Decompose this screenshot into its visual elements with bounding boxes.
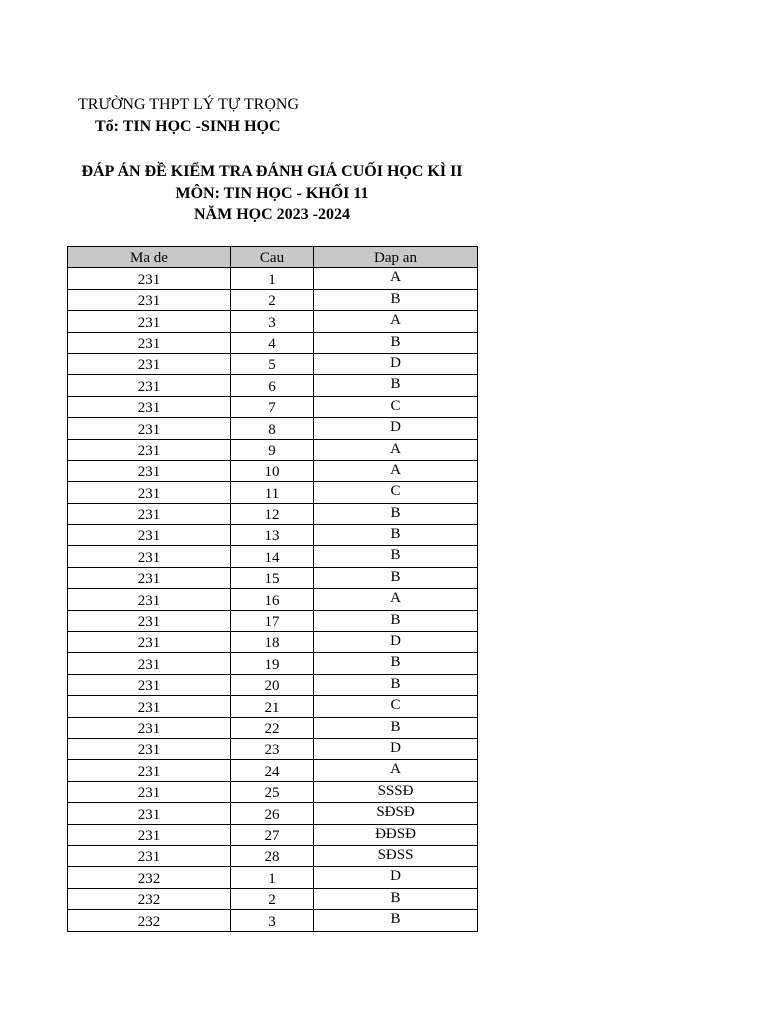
- answer-cell: A: [314, 460, 478, 481]
- exam-code-cell: 231: [68, 824, 231, 845]
- column-header-cau: Cau: [231, 247, 314, 268]
- exam-code-cell: 231: [68, 460, 231, 481]
- question-number-cell: 20: [231, 674, 314, 695]
- school-name: TRƯỜNG THPT LÝ TỰ TRỌNG: [78, 96, 299, 113]
- exam-code-cell: 231: [68, 439, 231, 460]
- exam-code-cell: 231: [68, 738, 231, 759]
- exam-code-cell: 231: [68, 696, 231, 717]
- answer-cell: ĐĐSĐ: [314, 824, 478, 845]
- answer-cell: B: [314, 503, 478, 524]
- exam-code-cell: 231: [68, 311, 231, 332]
- answer-cell: C: [314, 696, 478, 717]
- answer-cell: B: [314, 567, 478, 588]
- exam-code-cell: 231: [68, 482, 231, 503]
- question-number-cell: 8: [231, 418, 314, 439]
- exam-code-cell: 231: [68, 760, 231, 781]
- exam-code-cell: 231: [68, 803, 231, 824]
- answer-cell: B: [314, 546, 478, 567]
- answer-cell: B: [314, 910, 478, 931]
- table-row: [68, 610, 478, 631]
- answer-cell: B: [314, 525, 478, 546]
- answer-cell: B: [314, 888, 478, 909]
- table-row: [68, 845, 478, 866]
- table-row: [68, 674, 478, 695]
- answer-cell: B: [314, 717, 478, 738]
- exam-code-cell: 231: [68, 396, 231, 417]
- answer-cell: B: [314, 674, 478, 695]
- exam-code-cell: 231: [68, 589, 231, 610]
- table-row: [68, 525, 478, 546]
- exam-code-cell: 231: [68, 781, 231, 802]
- exam-code-cell: 231: [68, 289, 231, 310]
- exam-code-cell: 231: [68, 268, 231, 289]
- question-number-cell: 5: [231, 353, 314, 374]
- table-header-row: [68, 247, 478, 268]
- question-number-cell: 2: [231, 888, 314, 909]
- table-row: [68, 311, 478, 332]
- answer-cell: A: [314, 311, 478, 332]
- answer-cell: A: [314, 268, 478, 289]
- table-row: [68, 738, 478, 759]
- answer-cell: D: [314, 353, 478, 374]
- question-number-cell: 22: [231, 717, 314, 738]
- table-row: [68, 482, 478, 503]
- exam-code-cell: 231: [68, 375, 231, 396]
- exam-code-cell: 231: [68, 653, 231, 674]
- question-number-cell: 4: [231, 332, 314, 353]
- table-row: [68, 824, 478, 845]
- table-row: [68, 503, 478, 524]
- answer-cell: B: [314, 375, 478, 396]
- question-number-cell: 14: [231, 546, 314, 567]
- title-line-2: MÔN: TIN HỌC - KHỐI 11: [175, 184, 369, 202]
- question-number-cell: 7: [231, 396, 314, 417]
- table-row: [68, 717, 478, 738]
- question-number-cell: 9: [231, 439, 314, 460]
- exam-code-cell: 231: [68, 525, 231, 546]
- answer-cell: A: [314, 589, 478, 610]
- table-row: [68, 867, 478, 888]
- exam-code-cell: 231: [68, 503, 231, 524]
- answer-cell: A: [314, 760, 478, 781]
- table-row: [68, 268, 478, 289]
- answer-cell: D: [314, 418, 478, 439]
- table-row: [68, 589, 478, 610]
- answer-cell: D: [314, 632, 478, 653]
- table-row: [68, 418, 478, 439]
- exam-code-cell: 231: [68, 353, 231, 374]
- exam-code-cell: 231: [68, 418, 231, 439]
- question-number-cell: 12: [231, 503, 314, 524]
- exam-code-cell: 231: [68, 845, 231, 866]
- question-number-cell: 27: [231, 824, 314, 845]
- question-number-cell: 6: [231, 375, 314, 396]
- table-row: [68, 546, 478, 567]
- table-row: [68, 289, 478, 310]
- question-number-cell: 11: [231, 482, 314, 503]
- column-header-dap-an: Dap an: [314, 247, 478, 268]
- exam-code-cell: 231: [68, 567, 231, 588]
- table-row: [68, 567, 478, 588]
- answer-cell: SĐSĐ: [314, 803, 478, 824]
- question-number-cell: 16: [231, 589, 314, 610]
- table-row: [68, 888, 478, 909]
- answer-cell: B: [314, 610, 478, 631]
- question-number-cell: 1: [231, 268, 314, 289]
- question-number-cell: 13: [231, 525, 314, 546]
- column-header-ma-de: Ma de: [68, 247, 231, 268]
- question-number-cell: 21: [231, 696, 314, 717]
- exam-code-cell: 231: [68, 632, 231, 653]
- exam-code-cell: 231: [68, 546, 231, 567]
- question-number-cell: 28: [231, 845, 314, 866]
- table-row: [68, 653, 478, 674]
- question-number-cell: 24: [231, 760, 314, 781]
- answer-cell: B: [314, 653, 478, 674]
- question-number-cell: 3: [231, 311, 314, 332]
- document-title: [72, 161, 472, 226]
- question-number-cell: 3: [231, 910, 314, 931]
- question-number-cell: 1: [231, 867, 314, 888]
- answer-key-table: [67, 246, 478, 932]
- answer-cell: B: [314, 332, 478, 353]
- question-number-cell: 19: [231, 653, 314, 674]
- exam-code-cell: 232: [68, 888, 231, 909]
- answer-cell: D: [314, 867, 478, 888]
- table-row: [68, 910, 478, 931]
- answer-cell: C: [314, 482, 478, 503]
- answer-cell: C: [314, 396, 478, 417]
- exam-code-cell: 232: [68, 910, 231, 931]
- exam-code-cell: 231: [68, 332, 231, 353]
- table-row: [68, 460, 478, 481]
- answer-cell: A: [314, 439, 478, 460]
- question-number-cell: 2: [231, 289, 314, 310]
- question-number-cell: 15: [231, 567, 314, 588]
- exam-code-cell: 231: [68, 674, 231, 695]
- table-row: [68, 353, 478, 374]
- table-row: [68, 439, 478, 460]
- table-row: [68, 760, 478, 781]
- table-row: [68, 396, 478, 417]
- department-name: Tổ: TIN HỌC -SINH HỌC: [95, 118, 281, 135]
- table-row: [68, 696, 478, 717]
- title-line-3: NĂM HỌC 2023 -2024: [194, 206, 350, 223]
- question-number-cell: 10: [231, 460, 314, 481]
- exam-code-cell: 231: [68, 717, 231, 738]
- table-row: [68, 632, 478, 653]
- answer-cell: D: [314, 738, 478, 759]
- table-body: [68, 268, 478, 931]
- question-number-cell: 17: [231, 610, 314, 631]
- question-number-cell: 25: [231, 781, 314, 802]
- table-row: [68, 375, 478, 396]
- question-number-cell: 18: [231, 632, 314, 653]
- question-number-cell: 23: [231, 738, 314, 759]
- answer-cell: SĐSS: [314, 845, 478, 866]
- exam-code-cell: 232: [68, 867, 231, 888]
- question-number-cell: 26: [231, 803, 314, 824]
- table-row: [68, 781, 478, 802]
- answer-cell: B: [314, 289, 478, 310]
- table-row: [68, 803, 478, 824]
- exam-code-cell: 231: [68, 610, 231, 631]
- table-row: [68, 332, 478, 353]
- title-line-1: ĐÁP ÁN ĐỀ KIỂM TRA ĐÁNH GIÁ CUỐI HỌC KÌ II: [81, 163, 463, 180]
- answer-cell: SSSĐ: [314, 781, 478, 802]
